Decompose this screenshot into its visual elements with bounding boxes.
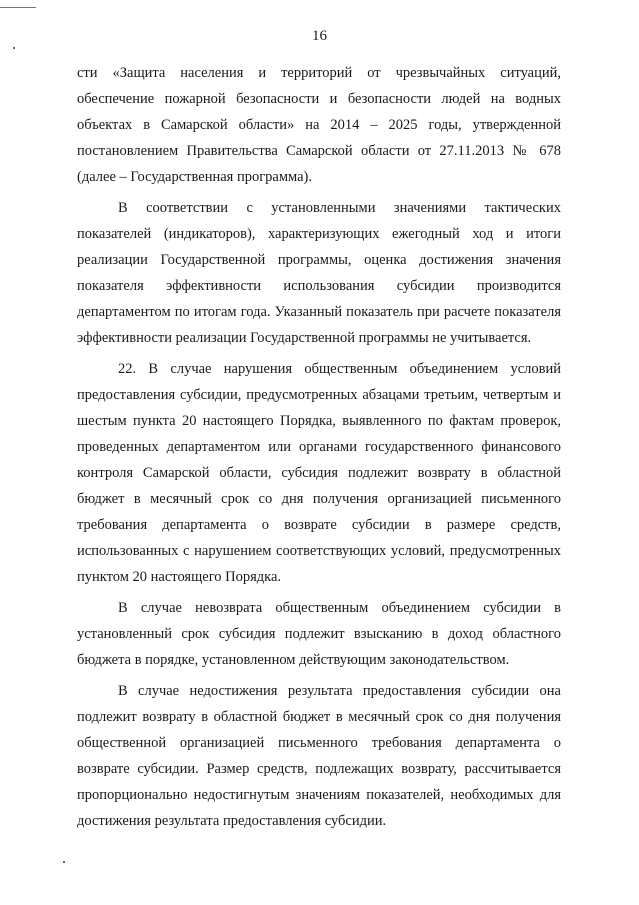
scan-speck: [13, 47, 15, 49]
scan-speck: [63, 861, 65, 863]
paragraph-item-22: 22. В случае нарушения общественным объединением условий предоставления субсидии, предусмотренных абзацами третьим, четвертым и шестым пункта 20 настоящего Порядка, выявленного по фактам проверок, проведенных департаментом или органами государственного финансового контроля Самарской области, субсидия подлежит возврату в областной бюджет в месячный срок со дня получения организацией письменного требования департамента о возврате субсидии в размере средств, использованных с нарушением соответствующих условий, предусмотренных пунктом 20 настоящего Порядка.: [77, 361, 561, 585]
document-body: [77, 60, 561, 839]
paragraph-indicators: В соответствии с установленными значениями тактических показателей (индикаторов), характеризующих ежегодный ход и итоги реализации Государственной программы, оценка достижения значения показателя эффективности использования субсидии производится департаментом по итогам года. Указанный показатель при расчете показателя эффективности реализации Государственной программы не учитывается.: [77, 200, 561, 346]
paragraph-continuation: сти «Защита населения и территорий от чрезвычайных ситуаций, обеспечение пожарной безопасности и безопасности людей на водных объектах в Самарской области» на 2014 – 2025 годы, утвержденной постановлением Правительства Самарской области от 27.11.2013 № 678 (далее – Государственная программа).: [77, 65, 561, 185]
page-number: 16: [312, 28, 327, 44]
paragraph-non-return: В случае невозврата общественным объединением субсидии в установленный срок субсидия подлежит взысканию в доход областного бюджета в порядке, установленном действующим законодательством.: [77, 600, 561, 668]
scan-corner-mark: [0, 7, 36, 8]
paragraph-non-achievement: В случае недостижения результата предоставления субсидии она подлежит возврату в областной бюджет в месячный срок со дня получения общественной организацией письменного требования департамента о возврате субсидии. Размер средств, подлежащих возврату, рассчитывается пропорционально недостигнутым значениям показателей, необходимых для достижения результата предоставления субсидии.: [77, 683, 561, 829]
